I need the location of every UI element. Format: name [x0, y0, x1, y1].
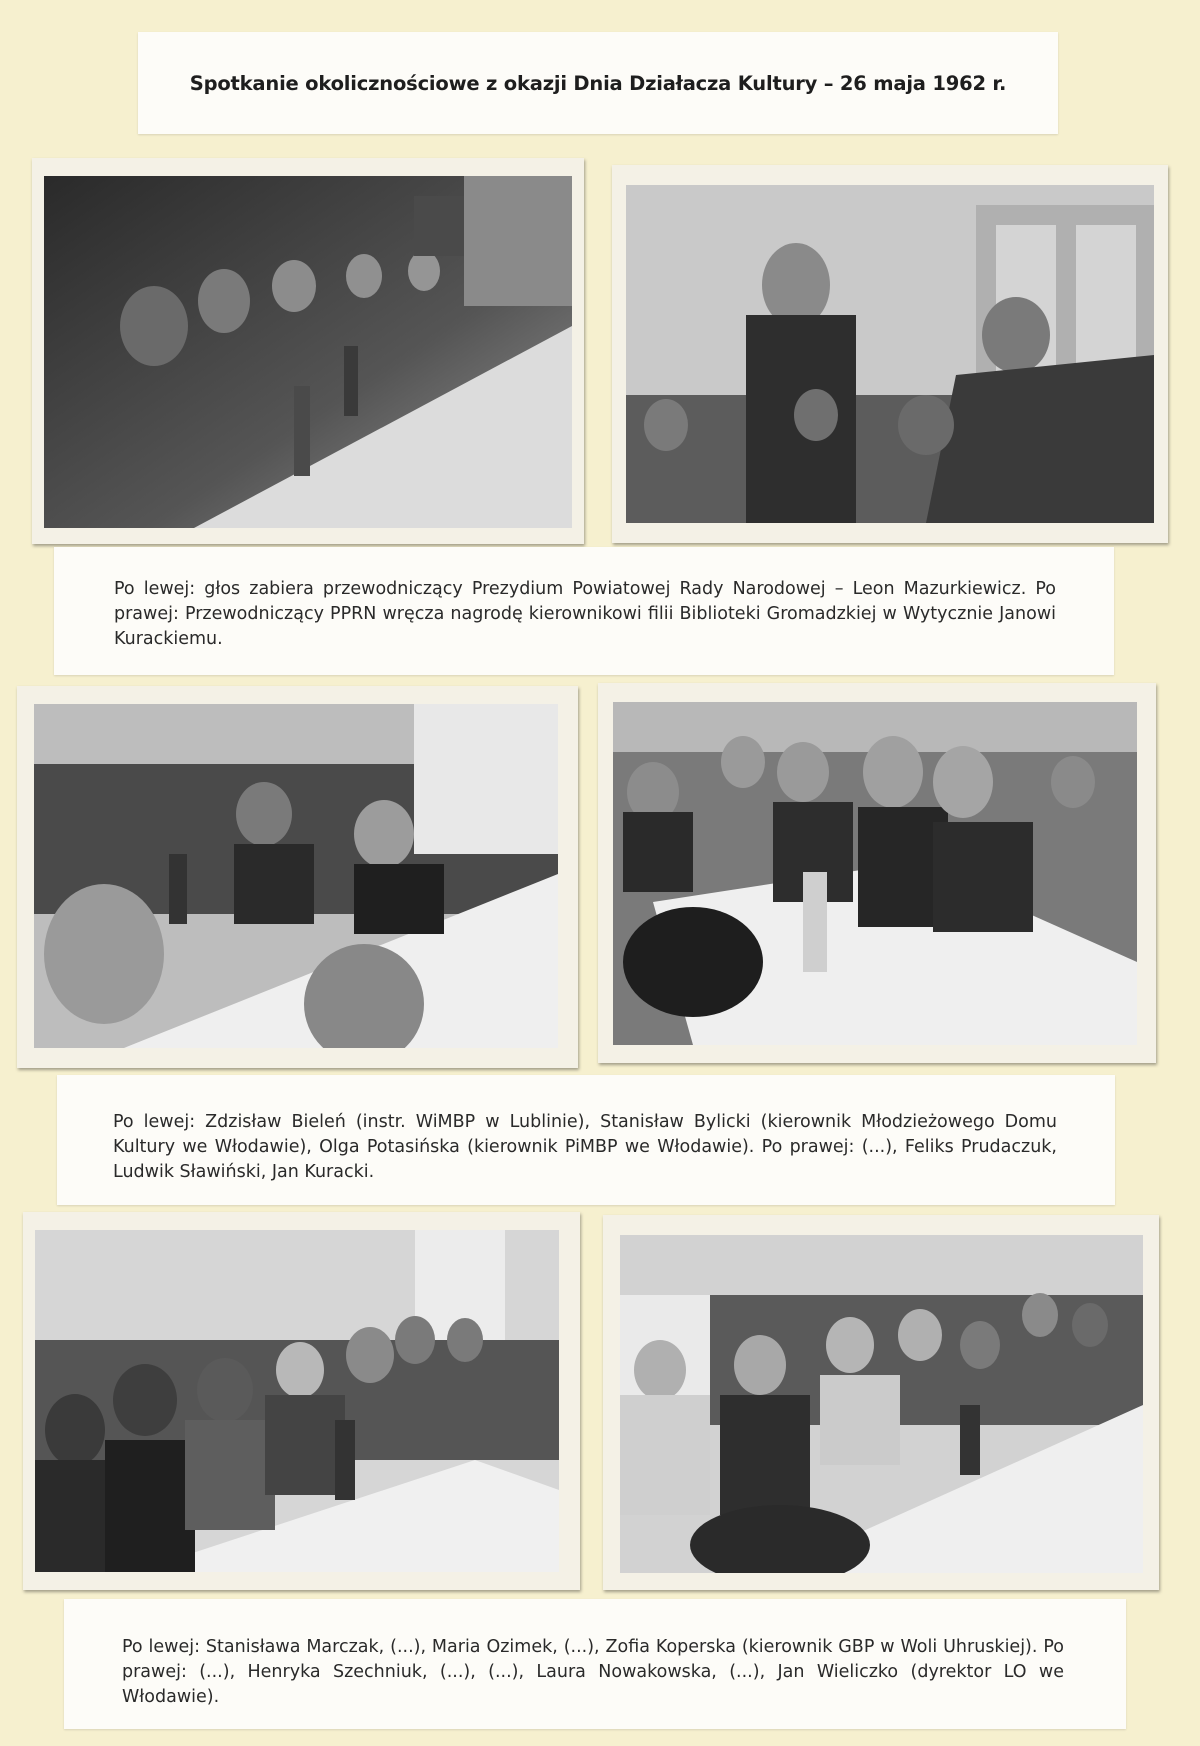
- caption-card-1: [54, 547, 1114, 675]
- photo-mount-6: [603, 1215, 1159, 1590]
- photo-table-guests-left: [34, 704, 558, 1048]
- caption-3: Po lewej: Stanisława Marczak, (...), Maria Ozimek, (...), Zofia Koperska (kierownik GBP w Woli Uhruskiej). Po prawej: (...), Henryka Szechniuk, (...), (...), Laura Nowakowska, (...), Jan Wieliczko (dyrektor LO we Włodawie).: [122, 1637, 1064, 1707]
- title-card: [138, 32, 1058, 134]
- photo-mount-2: [612, 165, 1168, 543]
- photo-banquet-speech: [44, 176, 572, 528]
- caption-2: Po lewej: Zdzisław Bieleń (instr. WiMBP w Lublinie), Stanisław Bylicki (kierownik Młodzieżowego Domu Kultury we Włodawie), Olga Potasińska (kierownik PiMBP we Włodawie). Po prawej: (...), Feliks Prudaczuk, Ludwik Sławiński, Jan Kuracki.: [113, 1112, 1057, 1182]
- photo-award-ceremony: [626, 185, 1154, 523]
- photo-women-table-right: [620, 1235, 1143, 1573]
- photo-table-guests-right: [613, 702, 1137, 1045]
- caption-card-2: [57, 1075, 1115, 1205]
- caption-1: Po lewej: głos zabiera przewodniczący Prezydium Powiatowej Rady Narodowej – Leon Mazurkiewicz. Po prawej: Przewodniczący PPRN wręcza nagrodę kierownikowi filii Biblioteki Gromadzkiej w Wytycznie Janowi Kurackiemu.: [114, 579, 1056, 649]
- photo-mount-3: [17, 686, 578, 1068]
- photo-mount-1: [32, 158, 584, 544]
- caption-card-3: [64, 1599, 1126, 1729]
- photo-mount-5: [23, 1212, 580, 1590]
- photo-women-table-left: [35, 1230, 559, 1572]
- photo-mount-4: [598, 683, 1156, 1063]
- page-title: Spotkanie okolicznościowe z okazji Dnia Działacza Kultury – 26 maja 1962 r.: [189, 71, 1007, 95]
